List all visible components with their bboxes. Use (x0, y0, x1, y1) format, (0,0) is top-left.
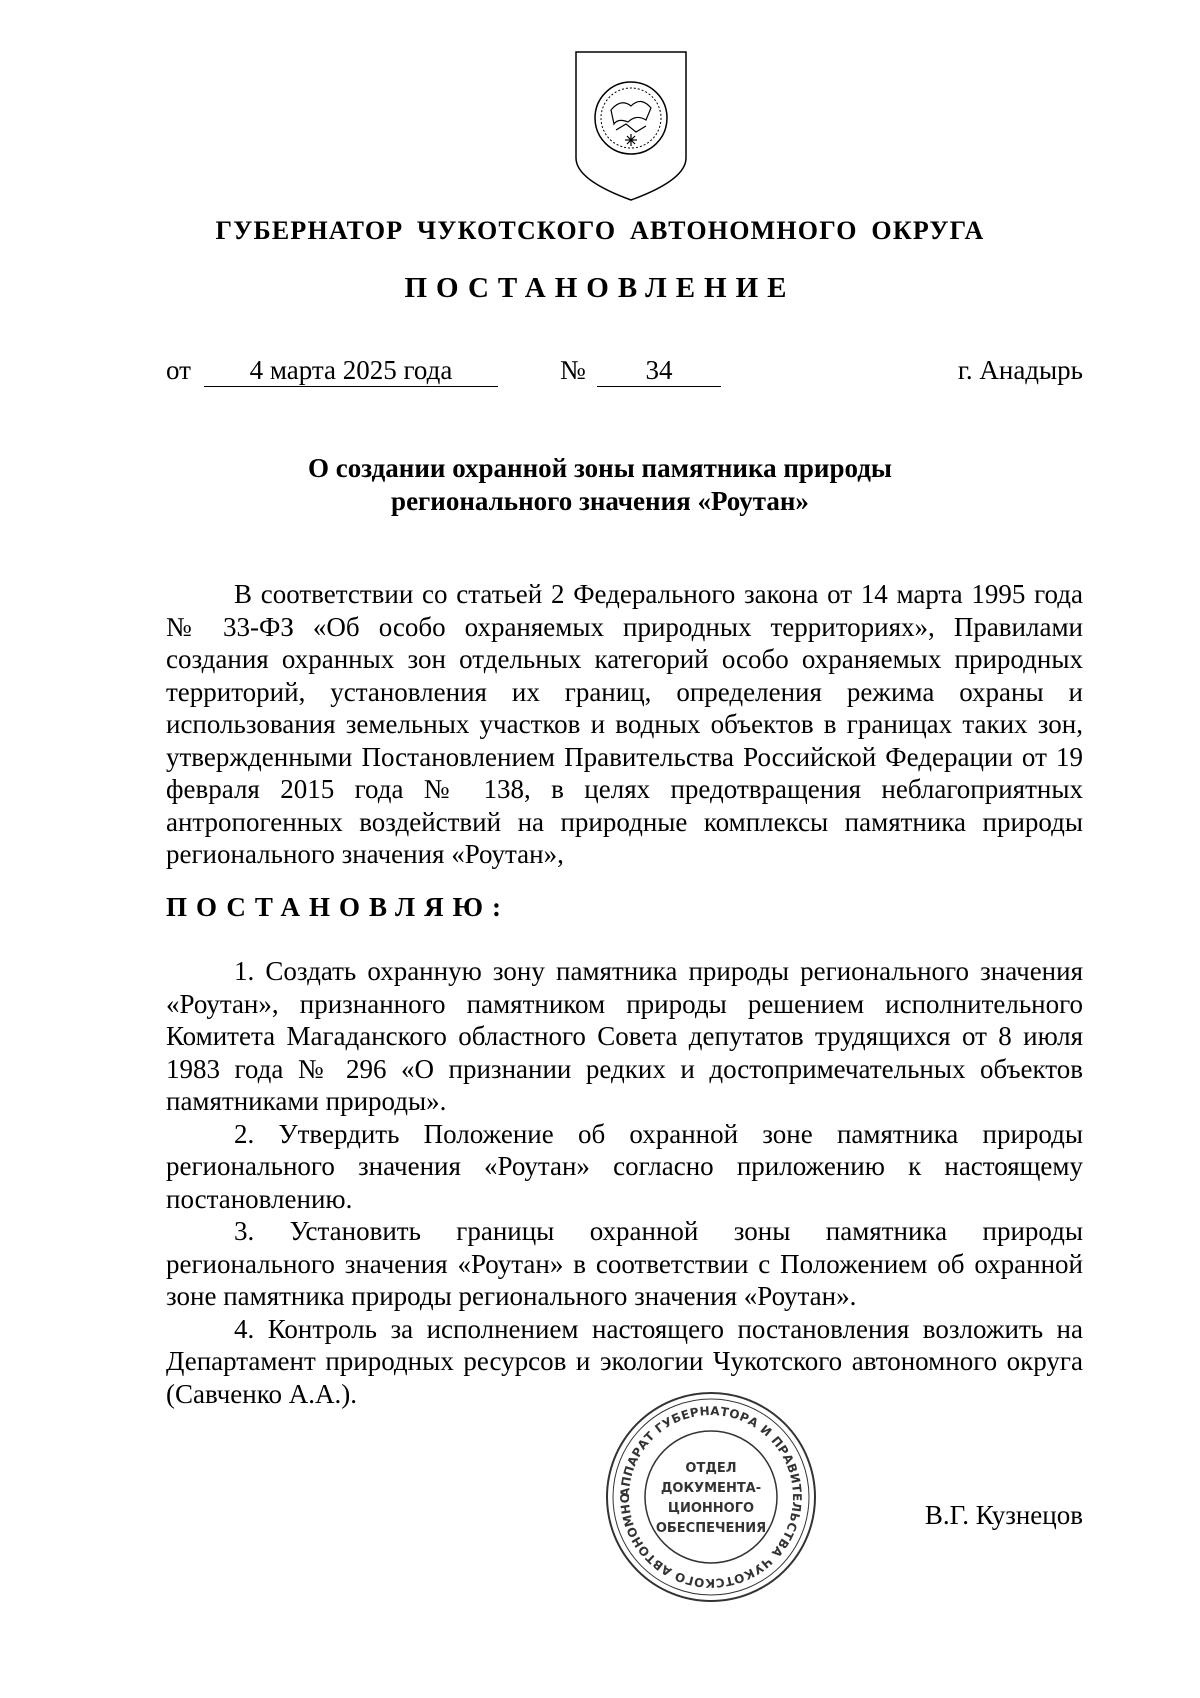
signatory-name: В.Г. Кузнецов (924, 1500, 1083, 1530)
document-title (0, 452, 1200, 518)
number-label: № (560, 355, 586, 385)
official-stamp (602, 1388, 820, 1606)
document-type-heading: ПОСТАНОВЛЕНИЕ (404, 272, 796, 304)
document-number: 34 (597, 352, 721, 387)
document-date: 4 марта 2025 года (204, 352, 498, 387)
stamp-center-text: ДОКУМЕНТА- (660, 1481, 762, 1496)
resolution-item: 2. Утвердить Положение об охранной зоне памятника природы регионального значения «Роутан» согласно приложению к настоящему постановлению. (166, 1118, 1083, 1214)
stamp-center-text: ОБЕСПЕЧЕНИЯ (655, 1521, 767, 1536)
preamble-paragraph: В соответствии со статьей 2 Федерального закона от 14 марта 1995 года № 33-ФЗ «Об особо охраняемых природных территориях», Правилами создания охранных зон отдельных категорий особо охраняемых природных территорий, установления их границ, определения режима охраны и использования земельных участков и водных объектов в границах таких зон, утвержденными Постановлением Правительства Российской Федерации от 19 февраля 2015 года № 138, в целях предотвращения неблагоприятных антропогенных воздействий на природные комплексы памятника природы регионального значения «Роутан», (166, 579, 1083, 869)
coat-of-arms-icon (566, 48, 696, 204)
stamp-ring-text: АППАРАТ ГУБЕРНАТОРА И ПРАВИТЕЛЬСТВА ЧУКОТСКОГО АВТОНОМНО (617, 1403, 805, 1591)
resolution-items (166, 955, 1083, 1410)
date-prefix: от (166, 355, 191, 385)
document-title-line-2: регионального значения «Роутан» (391, 486, 809, 516)
document-title-line-1: О создании охранной зоны памятника природы (308, 453, 892, 483)
resolve-heading: ПОСТАНОВЛЯЮ: (166, 892, 510, 922)
issuer-heading: ГУБЕРНАТОР ЧУКОТСКОГО АВТОНОМНОГО ОКРУГА (215, 216, 985, 245)
resolution-item: 1. Создать охранную зону памятника природы регионального значения «Роутан», признанного памятником природы решением исполнительного Комитета Магаданского областного Совета депутатов трудящихся от 8 июля 1983 года № 296 «О признании редких и достопримечательных объектов памятниками природы». (166, 956, 1083, 1116)
document-city: г. Анадырь (957, 355, 1083, 385)
stamp-center-text: ОТДЕЛ (685, 1461, 737, 1476)
resolution-item: 3. Установить границы охранной зоны памятника природы регионального значения «Роутан» в соответствии с Положением об охранной зоне памятника природы регионального значения «Роутан». (166, 1216, 1083, 1311)
resolution-item: 4. Контроль за исполнением настоящего постановления возложить на Департамент природных ресурсов и экологии Чукотского автономного округа (Савченко А.А.). (166, 1313, 1083, 1409)
stamp-center-text: ЦИОННОГО (667, 1501, 755, 1516)
